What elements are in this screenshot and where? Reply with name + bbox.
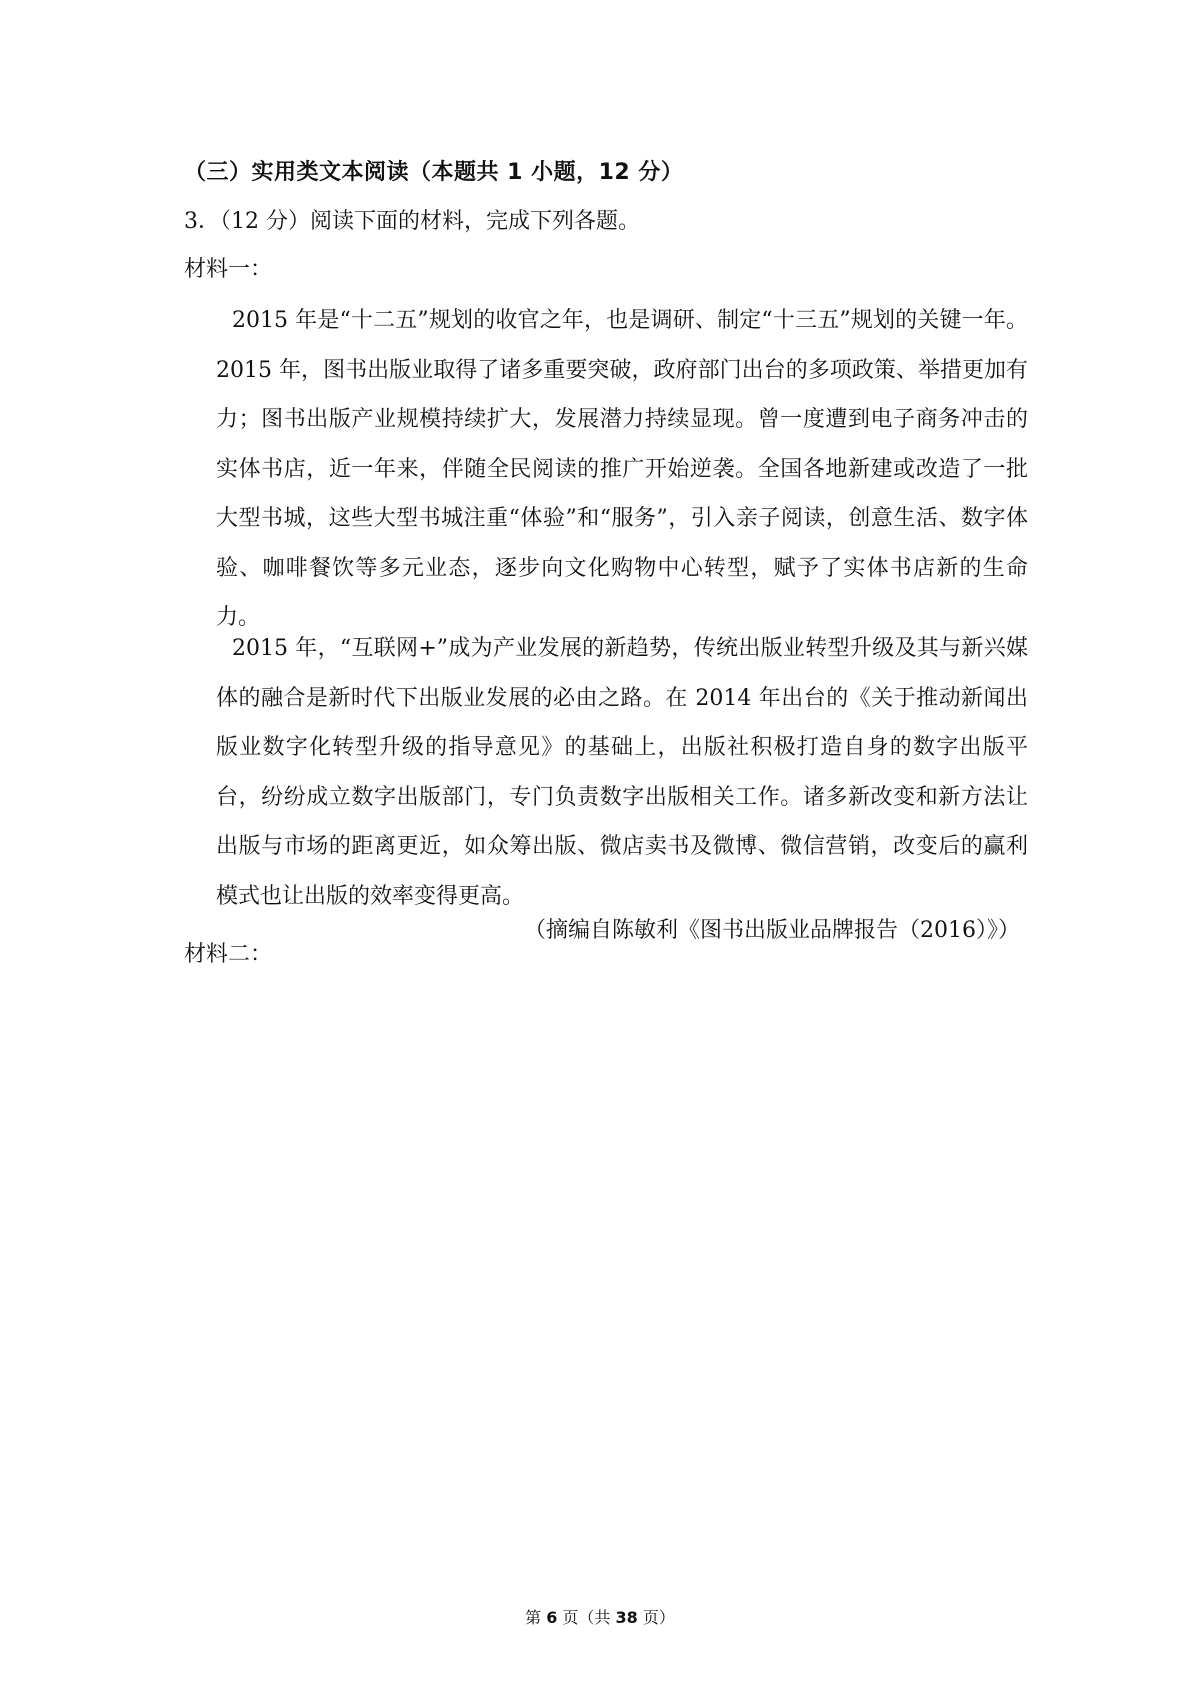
material-two-label: 材料二： xyxy=(184,942,273,967)
material-one-label: 材料一： xyxy=(184,257,273,282)
question-text: （12 分）阅读下面的材料，完成下列各题。 xyxy=(220,209,640,234)
page-footer xyxy=(0,1605,1200,1628)
material-one-source: （摘编自陈敏利《图书出版业品牌报告（2016）》） xyxy=(524,918,1020,943)
footer-suffix: 页） xyxy=(642,1608,675,1627)
footer-total-pages: 38 xyxy=(615,1608,638,1627)
footer-prefix: 第 xyxy=(525,1608,542,1627)
footer-middle: 页（共 xyxy=(562,1608,611,1627)
footer-current-page: 6 xyxy=(546,1608,558,1627)
question-number: 3． xyxy=(184,209,220,234)
material-one-paragraph-2: 2015 年，“互联网+”成为产业发展的新趋势，传统出版业转型升级及其与新兴媒体的融合是新时代下出版业发展的必由之路。在 2014 年出台的《关于推动新闻出版业数字化转型升级的指导意见》的基础上，出版社积极打造自身的数字出版平台，纷纷成立数字出版部门，专门负责数字出版相关工作。诸多新改变和新方法让出版与市场的距离更近，如众筹出版、微店卖书及微博、微信营销，改变后的赢利模式也让出版的效率变得更高。 xyxy=(216,636,1028,909)
question-prompt xyxy=(184,204,640,235)
material-one-paragraph-1: 2015 年是“十二五”规划的收官之年，也是调研、制定“十三五”规划的关键一年。2015 年，图书出版业取得了诸多重要突破，政府部门出台的多项政策、举措更加有力；图书出版产业规模持续扩大，发展潜力持续显现。曾一度遭到电子商务冲击的实体书店，近一年来，伴随全民阅读的推广开始逆袭。全国各地新建或改造了一批大型书城，这些大型书城注重“体验”和“服务”，引入亲子阅读，创意生活、数字体验、咖啡餐饮等多元业态，逐步向文化购物中心转型，赋予了实体书店新的生命力。 xyxy=(216,308,1028,630)
section-heading: （三）实用类文本阅读（本题共 1 小题，12 分） xyxy=(184,160,684,185)
